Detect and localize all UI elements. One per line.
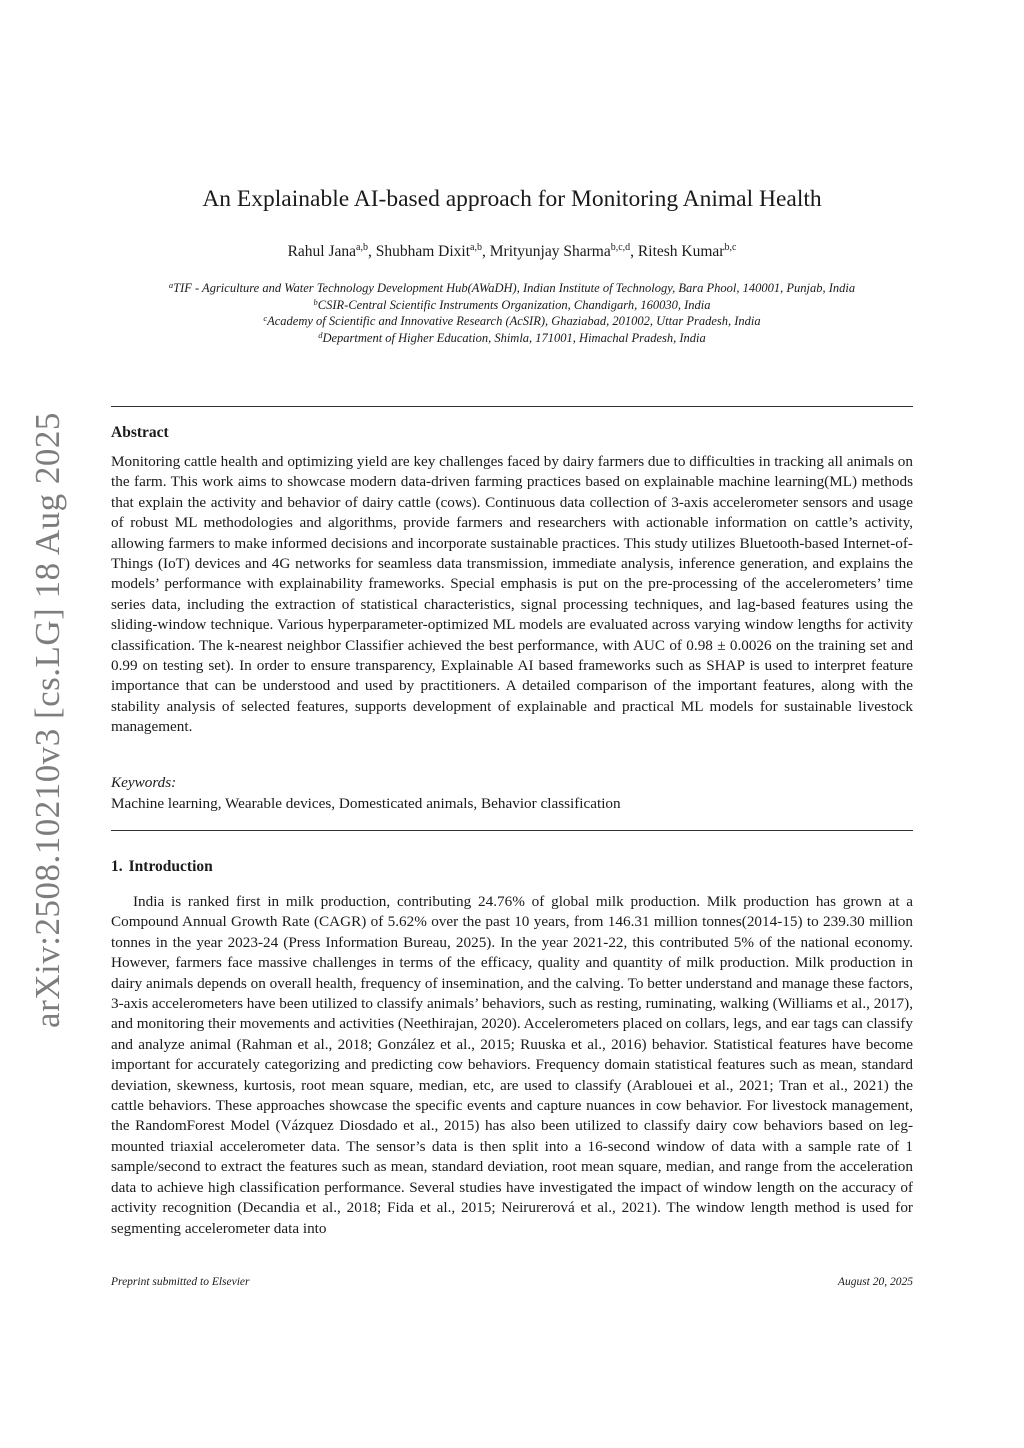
section-heading-introduction [111, 858, 213, 876]
section-title: Introduction [128, 858, 213, 875]
paper-title: An Explainable AI-based approach for Monitoring Animal Health [202, 186, 822, 212]
abstract-text: Monitoring cattle health and optimizing yield are key challenges faced by dairy farmers due to difficulties in tracking all animals on the farm. This work aims to showcase modern data-driven farming practices based on explainable machine learning(ML) methods that explain the activity and behavior of dairy cattle (cows). Continuous data collection of 3-axis accelerometer sensors and usage of robust ML methodologies and algorithms, provide farmers and researchers with actionable information on cattle’s activity, allowing farmers to make informed decisions and incorporate sustainable practices. This study utilizes Bluetooth-based Internet-of-Things (IoT) devices and 4G networks for seamless data transmission, immediate analysis, inference generation, and explains the models’ performance with explainability frameworks. Special emphasis is put on the pre-processing of the accelerometers’ time series data, including the extraction of statistical characteristics, signal processing techniques, and lag-based features using the sliding-window technique. Various hyperparameter-optimized ML models are evaluated across varying window lengths for activity classification. The k-nearest neighbor Classifier achieved the best performance, with AUC of 0.98 ± 0.0026 on the training set and 0.99 on testing set). In order to ensure transparency, Explainable AI based frameworks such as SHAP is used to interpret feature importance that can be understood and used by practitioners. A detailed comparison of the important features, along with the stability analysis of selected features, supports development of explainable and practical ML models for sustainable livestock management. [111, 453, 913, 736]
author-name: Mrityunjay Sharma [489, 243, 611, 260]
arxiv-identifier-stamp: arXiv:2508.10210v3 [cs.LG] 18 Aug 2025 [28, 412, 67, 1028]
author-affiliation-marks: a,b [356, 242, 368, 253]
author-separator: , [482, 243, 490, 260]
author-name: Shubham Dixit [375, 243, 471, 260]
author-name: Ritesh Kumar [637, 243, 725, 260]
introduction-paragraph: India is ranked first in milk production, contributing 24.76% of global milk production. Milk production has grown at a Compound Annual Growth Rate (CAGR) of 5.62% over the past 10 years, from 146.31 million tonnes(2014-15) to 239.30 million tonnes in the year 2023-24 (Press Information Bureau, 2025). In the year 2021-22, this contributed 5% of the national economy. However, farmers face massive challenges in terms of the efficacy, quality and quantity of milk production. Milk production in dairy animals depends on overall health, frequency of insemination, and the calving. To better understand and manage these factors, 3-axis accelerometers have been utilized to classify animals’ behaviors, such as resting, ruminating, walking (Williams et al., 2017), and monitoring their movements and activities (Neethirajan, 2020). Accelerometers placed on collars, legs, and ear tags can classify and analyze animal (Rahman et al., 2018; González et al., 2015; Ruuska et al., 2016) behavior. Statistical features have become important for accurately categorizing and predicting cow behaviors. Frequency domain statistical features such as mean, standard deviation, skewness, kurtosis, root mean square, median, etc, are used to classify (Arablouei et al., 2021; Tran et al., 2021) the cattle behaviors. These approaches showcase the specific events and capture nuances in cow behavior. For livestock management, the RandomForest Model (Vázquez Diosdado et al., 2015) has also been utilized to classify dairy cow behaviors based on leg-mounted triaxial accelerometer data. The sensor’s data is then split into a 16-second window of data with a sample rate of 1 sample/second to extract the features such as mean, standard deviation, root mean square, median, and range from the acceleration data to achieve high classification performance. Several studies have investigated the impact of window length on the accuracy of activity recognition (Decandia et al., 2018; Fida et al., 2015; Neirurerová et al., 2021). The window length method is used for segmenting accelerometer data into [111, 893, 913, 1237]
author-separator: , [368, 243, 376, 260]
affiliation-text: CSIR-Central Scientific Instruments Organization, Chandigarh, 160030, India [317, 297, 711, 312]
affiliation [111, 297, 913, 314]
affiliation-mark: a [168, 280, 174, 290]
author-affiliation-marks: b,c [724, 242, 737, 253]
keywords-text: Machine learning, Wearable devices, Domesticated animals, Behavior classification [111, 795, 621, 812]
affiliation [111, 280, 913, 297]
author-name: Rahul Jana [287, 243, 357, 260]
affiliation-text: TIF - Agriculture and Water Technology Development Hub(AWaDH), Indian Institute of Technology, Bara Phool, 140001, Punjab, India [173, 281, 856, 295]
author [638, 243, 736, 260]
affiliation [111, 313, 913, 330]
author [376, 243, 490, 260]
affiliation-mark: c [263, 313, 268, 323]
author-affiliation-marks: b,c,d [610, 242, 631, 253]
author [288, 243, 376, 260]
abstract-bottom-rule [111, 830, 913, 831]
section-number: 1. [111, 858, 123, 875]
author-separator: , [630, 243, 638, 260]
affiliation-list [111, 280, 913, 346]
affiliation [111, 330, 913, 347]
footer-preprint-note: Preprint submitted to Elsevier [111, 1276, 250, 1288]
affiliation-mark: d [318, 329, 323, 340]
affiliation-text: Department of Higher Education, Shimla, 171001, Himachal Pradesh, India [322, 330, 706, 345]
author-list [111, 242, 913, 262]
author-affiliation-marks: a,b [470, 242, 482, 253]
footer-date: August 20, 2025 [837, 1276, 913, 1288]
keywords-heading: Keywords: [111, 774, 177, 791]
abstract-top-rule [111, 406, 913, 407]
affiliation-mark: b [313, 296, 318, 307]
abstract-heading: Abstract [111, 424, 169, 441]
affiliation-text: Academy of Scientific and Innovative Research (AcSIR), Ghaziabad, 201002, Uttar Pradesh, India [267, 314, 761, 328]
author [490, 243, 638, 260]
